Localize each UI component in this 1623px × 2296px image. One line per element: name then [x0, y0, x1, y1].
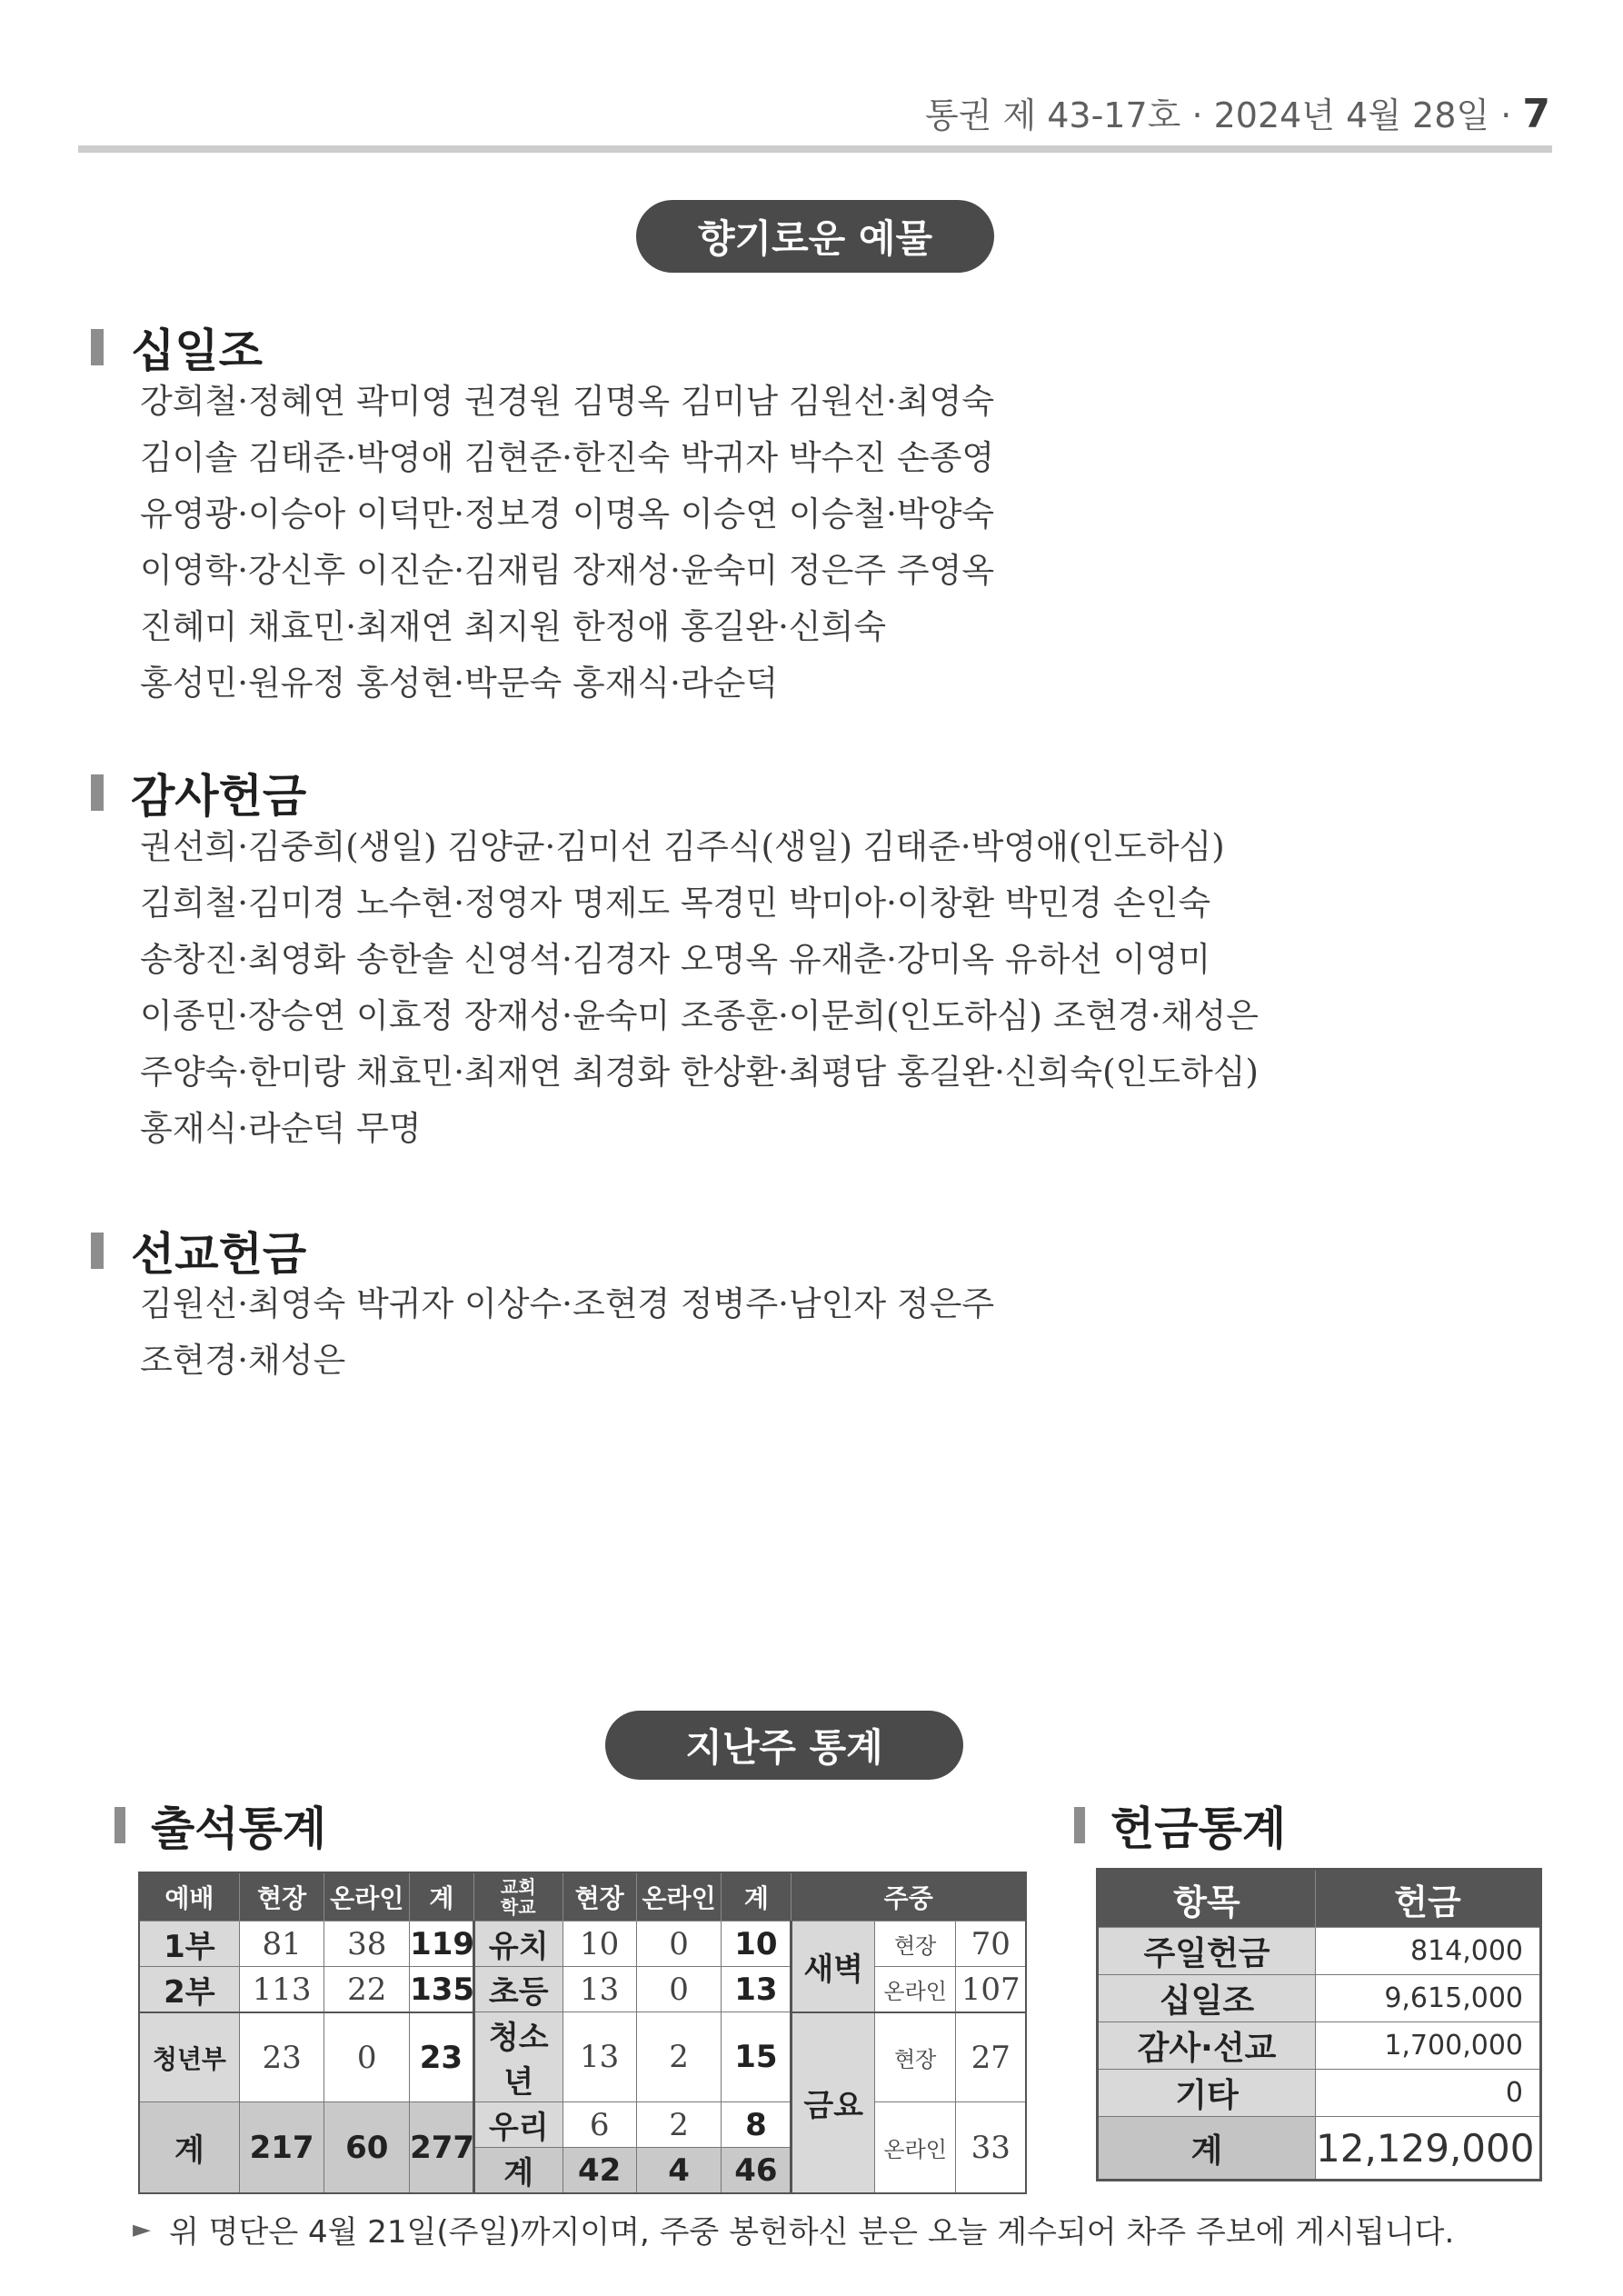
thanks-title: 감사헌금 [131, 770, 307, 823]
col-service: 예배 [139, 1872, 239, 1922]
col-total: 계 [410, 1872, 474, 1922]
worship-label: 청년부 [139, 2012, 239, 2102]
heading-bar [91, 1233, 104, 1269]
school-total: 13 [722, 1967, 792, 2012]
triangle-bullet-icon: ► [133, 2215, 151, 2243]
worship-total-label: 계 [139, 2102, 239, 2194]
school-total-online: 4 [636, 2148, 722, 2194]
school-online: 0 [636, 1922, 722, 1967]
name-line: 유영광·이승아 이덕만·정보경 이명옥 이승연 이승철·박양숙 [140, 494, 995, 534]
offering-total-label: 계 [1098, 2117, 1316, 2181]
heading-bar [91, 329, 104, 365]
name-line: 강희철·정혜연 곽미영 권경원 김명옥 김미남 김원선·최영숙 [140, 382, 995, 421]
school-label: 초등 [473, 1967, 563, 2012]
name-line: 조현경·채성은 [140, 1341, 346, 1380]
page-header [925, 87, 1550, 137]
offering-item: 감사·선교 [1098, 2022, 1316, 2070]
offering-stats-heading [1074, 1792, 1286, 1858]
school-label: 유치 [473, 1922, 563, 1967]
worship-total: 135 [410, 1967, 474, 2013]
tithe-title: 십일조 [131, 324, 263, 377]
attendance-title: 출석통계 [151, 1802, 327, 1855]
school-onsite: 13 [563, 1967, 636, 2012]
worship-onsite: 23 [239, 2012, 324, 2102]
name-line: 이종민·장승연 이효정 장재성·윤숙미 조종훈·이문희(인도하심) 조현경·채성은 [140, 996, 1259, 1035]
table-row [1098, 1975, 1541, 2022]
footnote [133, 2207, 1454, 2251]
col-onsite: 현장 [563, 1872, 636, 1922]
heading-bar [115, 1807, 125, 1843]
attendance-header-row [139, 1872, 1026, 1922]
worship-label: 1부 [139, 1922, 239, 1967]
offering-item: 기타 [1098, 2070, 1316, 2117]
name-line: 이영학·강신후 이진순·김재림 장재성·윤숙미 정은주 주영옥 [140, 551, 995, 590]
name-line: 송창진·최영화 송한솔 신영석·김경자 오명옥 유재춘·강미옥 유하선 이영미 [140, 940, 1211, 979]
attendance-heading [115, 1792, 326, 1858]
tithe-names [140, 374, 994, 712]
school-online: 2 [636, 2012, 722, 2102]
worship-total-online: 60 [324, 2102, 410, 2194]
col-amount: 헌금 [1316, 1870, 1541, 1928]
school-total-label: 계 [473, 2148, 563, 2194]
offering-item: 주일헌금 [1098, 1928, 1316, 1975]
thanks-names [140, 819, 1259, 1157]
name-line: 홍성민·원유정 홍성현·박문숙 홍재식·라순덕 [140, 664, 779, 703]
weekday-value: 33 [956, 2102, 1026, 2194]
weekday-sub-label: 온라인 [874, 1967, 955, 2013]
school-total: 8 [722, 2102, 792, 2148]
offering-item: 십일조 [1098, 1975, 1316, 2022]
page-number: 7 [1522, 91, 1550, 137]
name-line: 김희철·김미경 노수현·정영자 명제도 목경민 박미아·이창환 박민경 손인숙 [140, 883, 1211, 923]
footnote-text: 위 명단은 4월 21일(주일)까지이며, 주중 봉헌하신 분은 오늘 계수되어 차주 주보에 게시됩니다. [169, 2214, 1455, 2251]
offering-header-row [1098, 1870, 1541, 1928]
school-onsite: 10 [563, 1922, 636, 1967]
stats-banner: 지난주 통계 [605, 1711, 963, 1780]
school-total-sum: 46 [722, 2148, 792, 2194]
weekday-sub-label: 현장 [874, 1922, 955, 1967]
heading-bar [1074, 1807, 1085, 1843]
col-weekday: 주중 [792, 1872, 1026, 1922]
offering-stats-table [1096, 1868, 1542, 2181]
col-church-school [473, 1872, 563, 1922]
mission-names [140, 1276, 994, 1389]
worship-label: 2부 [139, 1967, 239, 2013]
attendance-table [138, 1872, 1027, 2194]
name-line: 권선희·김중희(생일) 김양균·김미선 김주식(생일) 김태준·박영애(인도하심) [140, 827, 1225, 866]
school-total-onsite: 42 [563, 2148, 636, 2194]
worship-total: 23 [410, 2012, 474, 2102]
name-line: 홍재식·라순덕 무명 [140, 1109, 422, 1148]
col-total: 계 [722, 1872, 792, 1922]
table-row [1098, 1928, 1541, 1975]
offering-banner: 향기로운 예물 [636, 200, 994, 273]
offering-amount: 814,000 [1316, 1928, 1541, 1975]
weekday-value: 107 [956, 1967, 1026, 2013]
worship-total-sum: 277 [410, 2102, 474, 2194]
heading-bar [91, 774, 104, 811]
mission-title: 선교헌금 [131, 1228, 307, 1281]
issue-info: 통권 제 43-17호 · 2024년 4월 28일 · [924, 95, 1512, 135]
school-label: 청소년 [473, 2012, 563, 2102]
table-row [1098, 2117, 1541, 2181]
offering-amount: 9,615,000 [1316, 1975, 1541, 2022]
name-line: 진혜미 채효민·최재연 최지원 한정애 홍길완·신희숙 [140, 607, 887, 646]
name-line: 주양숙·한미랑 채효민·최재연 최경화 한상환·최평담 홍길완·신희숙(인도하심) [140, 1053, 1259, 1092]
worship-onsite: 113 [239, 1967, 324, 2013]
col-item: 항목 [1098, 1870, 1316, 1928]
mission-heading [91, 1218, 306, 1283]
school-total: 15 [722, 2012, 792, 2102]
offering-stats-title: 헌금통계 [1110, 1802, 1287, 1855]
worship-onsite: 81 [239, 1922, 324, 1967]
church-school-label-2: 학교 [500, 1896, 536, 1918]
church-school-label-1: 교회 [500, 1876, 536, 1898]
name-line: 김원선·최영숙 박귀자 이상수·조현경 정병주·남인자 정은주 [140, 1284, 995, 1323]
weekday-value: 27 [956, 2012, 1026, 2102]
weekday-friday-label: 금요 [792, 2012, 875, 2193]
thanks-heading [91, 760, 306, 825]
offering-amount: 0 [1316, 2070, 1541, 2117]
worship-online: 38 [324, 1922, 410, 1967]
school-onsite: 13 [563, 2012, 636, 2102]
worship-total-onsite: 217 [239, 2102, 324, 2194]
col-online: 온라인 [324, 1872, 410, 1922]
worship-online: 22 [324, 1967, 410, 2013]
header-divider [78, 145, 1552, 153]
weekday-dawn-label: 새벽 [792, 1922, 875, 2013]
worship-online: 0 [324, 2012, 410, 2102]
col-online: 온라인 [636, 1872, 722, 1922]
tithe-heading [91, 314, 263, 380]
name-line: 김이솔 김태준·박영애 김현준·한진숙 박귀자 박수진 손종영 [140, 438, 995, 477]
school-total: 10 [722, 1922, 792, 1967]
table-row [1098, 2070, 1541, 2117]
table-row [1098, 2022, 1541, 2070]
weekday-value: 70 [956, 1922, 1026, 1967]
col-onsite: 현장 [239, 1872, 324, 1922]
offering-total-amount: 12,129,000 [1316, 2117, 1541, 2181]
offering-amount: 1,700,000 [1316, 2022, 1541, 2070]
weekday-sub-label: 현장 [874, 2012, 955, 2102]
school-online: 0 [636, 1967, 722, 2012]
worship-total: 119 [410, 1922, 474, 1967]
school-onsite: 6 [563, 2102, 636, 2148]
school-label: 우리 [473, 2102, 563, 2148]
school-online: 2 [636, 2102, 722, 2148]
weekday-sub-label: 온라인 [874, 2102, 955, 2194]
